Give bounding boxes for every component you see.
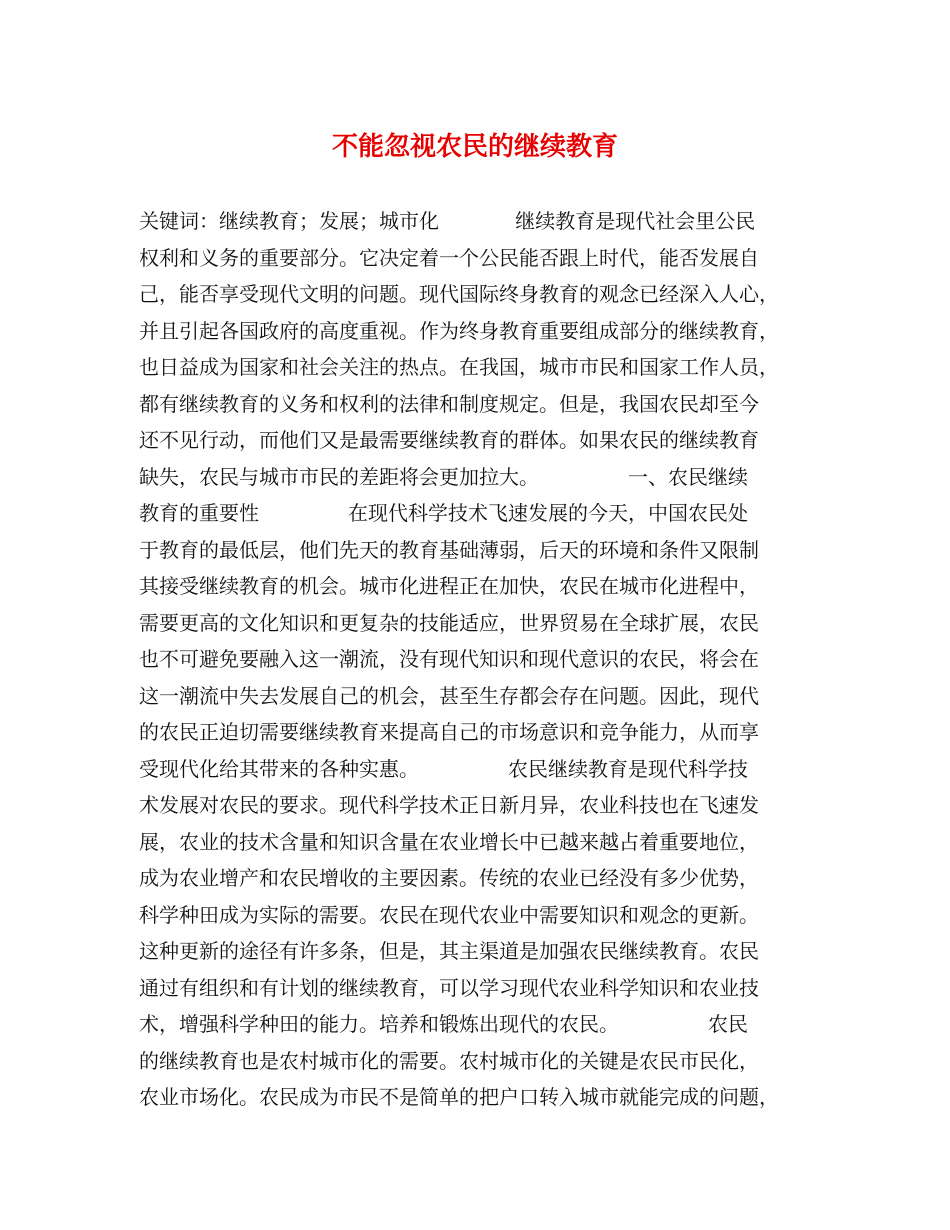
body-line: 的继续教育也是农村城市化的需要。农村城市化的关键是农民市民化， <box>139 1048 759 1073</box>
body-line: 都有继续教育的义务和权利的法律和制度规定。但是，我国农民却至今 <box>139 391 759 416</box>
body-line: 受现代化给其带来的各种实惠。 农民继续教育是现代科学技 <box>139 756 749 781</box>
body-line: 通过有组织和有计划的继续教育，可以学习现代农业科学知识和农业技 <box>139 975 759 1000</box>
body-line: 这种更新的途径有许多条，但是，其主渠道是加强农民继续教育。农民 <box>139 939 759 963</box>
document-title: 不能忽视农民的继续教育 <box>331 132 618 162</box>
body-line: 成为农业增产和农民增收的主要因素。传统的农业已经没有多少优势， <box>139 866 759 890</box>
document-body <box>139 203 819 1116</box>
body-line: 其接受继续教育的机会。城市化进程正在加快，农民在城市化进程中， <box>139 574 759 598</box>
body-line: 权利和义务的重要部分。它决定着一个公民能否跟上时代，能否发展自 <box>139 245 759 270</box>
body-line: 缺失，农民与城市市民的差距将会更加拉大。 一、农民继续 <box>139 464 749 489</box>
body-line: 也不可避免要融入这一潮流，没有现代知识和现代意识的农民，将会在 <box>139 647 759 671</box>
body-line: 并且引起各国政府的高度重视。作为终身教育重要组成部分的继续教育， <box>139 318 779 343</box>
body-line: 还不见行动，而他们又是最需要继续教育的群体。如果农民的继续教育 <box>139 428 759 452</box>
body-line: 术，增强科学种田的能力。培养和锻炼出现代的农民。 农民 <box>139 1012 749 1036</box>
body-line: 这一潮流中失去发展自己的机会，甚至生存都会存在问题。因此，现代 <box>139 683 759 708</box>
body-line: 也日益成为国家和社会关注的热点。在我国，城市市民和国家工作人员， <box>139 355 779 379</box>
body-line: 的农民正迫切需要继续教育来提高自己的市场意识和竞争能力，从而享 <box>139 720 759 744</box>
body-line: 需要更高的文化知识和更复杂的技能适应，世界贸易在全球扩展，农民 <box>139 610 759 635</box>
body-line: 科学种田成为实际的需要。农民在现代农业中需要知识和观念的更新。 <box>139 902 759 927</box>
body-line: 术发展对农民的要求。现代科学技术正日新月异，农业科技也在飞速发 <box>139 793 759 817</box>
body-line: 农业市场化。农民成为市民不是简单的把户口转入城市就能完成的问题， <box>139 1085 779 1109</box>
body-line: 关键词：继续教育；发展；城市化 继续教育是现代社会里公民 <box>139 209 756 233</box>
body-line: 展，农业的技术含量和知识含量在农业增长中已越来越占着重要地位， <box>139 829 759 854</box>
body-line: 教育的重要性 在现代科学技术飞速发展的今天，中国农民处 <box>139 501 749 525</box>
body-line: 己，能否享受现代文明的问题。现代国际终身教育的观念已经深入人心， <box>139 282 779 306</box>
body-line: 于教育的最低层，他们先天的教育基础薄弱，后天的环境和条件又限制 <box>139 537 759 562</box>
